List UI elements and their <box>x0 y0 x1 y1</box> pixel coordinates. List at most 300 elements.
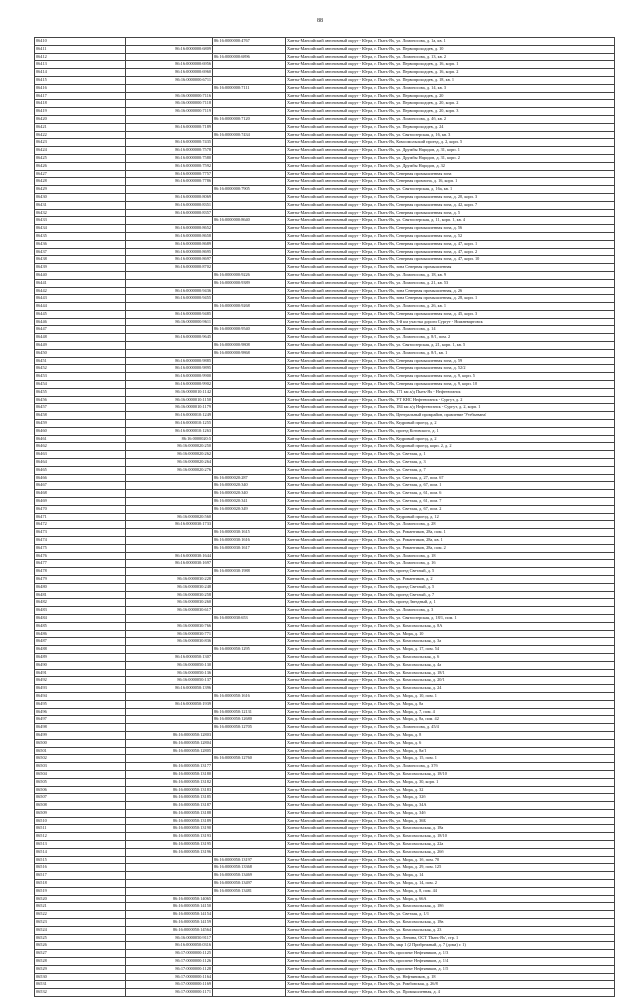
address-cell: Ханты-Мансийский автономный округ - Югра, г. Пыть-Ях, ул. Ломоносова, д. 14 <box>286 326 615 334</box>
row-number-cell: 06523 <box>35 919 126 927</box>
address-cell: Ханты-Мансийский автономный округ - Югра, г. Пыть-Ях, ул. Романтиков, 28а, кв. 1 <box>286 537 615 545</box>
room-cadastral-number-cell: 86:16:0000030:653 <box>213 614 286 622</box>
address-cell: Ханты-Мансийский автономный округ - Югра, г. Пыть-Ях, ул. Святоозерская, д. 21, корп. 1, кв. 5 <box>286 342 615 350</box>
address-cell: Ханты-Мансийский автономный округ - Югра, г. Пыть-Ях, проспект Нефтяников, д. 1/4 <box>286 958 615 966</box>
table-row <box>35 147 615 155</box>
row-number-cell: 06515 <box>35 856 126 864</box>
cadastral-number-cell <box>126 474 213 482</box>
room-cadastral-number-cell: 86:16:0000000:7120 <box>213 115 286 123</box>
cadastral-number-cell: 86:16:0000010:1150 <box>126 396 213 404</box>
cadastral-number-cell <box>126 303 213 311</box>
room-cadastral-number-cell <box>213 973 286 981</box>
row-number-cell: 06413 <box>35 61 126 69</box>
row-number-cell: 06423 <box>35 139 126 147</box>
table-row <box>35 310 615 318</box>
cadastral-number-cell: 86:16:0000050:13180 <box>126 770 213 778</box>
address-cell: Ханты-Мансийский автономный округ - Югра, г. Пыть-Ях, ул. Комсомольская, д. 4а <box>286 661 615 669</box>
row-number-cell: 06494 <box>35 692 126 700</box>
room-cadastral-number-cell: 86:16:0000000:9268 <box>213 303 286 311</box>
address-cell: Ханты-Мансийский автономный округ - Югра, г. Пыть-Ях, ул. Светлая, д. 67, пом. 2 <box>286 505 615 513</box>
cadastral-number-cell: 86:16:0000000:7118 <box>126 100 213 108</box>
room-cadastral-number-cell: 86:16:0000050:1616 <box>213 692 286 700</box>
table-row <box>35 108 615 116</box>
cadastral-number-cell <box>126 887 213 895</box>
table-row <box>35 100 615 108</box>
cadastral-number-cell: 86:16:0000000:9885 <box>126 357 213 365</box>
cadastral-number-cell <box>126 131 213 139</box>
table-row <box>35 669 615 677</box>
cadastral-number-cell: 86:16:0000000:9611 <box>126 318 213 326</box>
address-cell: Ханты-Мансийский автономный округ - Югра, г. Пыть-Ях, Северная промышленная зона, д. 9, корп. 5 <box>286 373 615 381</box>
room-cadastral-number-cell: 86:16:0000020:341 <box>213 498 286 506</box>
row-number-cell: 06532 <box>35 989 126 997</box>
row-number-cell: 06525 <box>35 934 126 942</box>
address-cell: Ханты-Мансийский автономный округ - Югра, г. Пыть-Ях, ул. Мира, д. 8, пом. 44 <box>286 887 615 895</box>
row-number-cell: 06479 <box>35 575 126 583</box>
cadastral-number-cell: 86:16:0000050:13188 <box>126 809 213 817</box>
row-number-cell: 06451 <box>35 357 126 365</box>
room-cadastral-number-cell <box>213 926 286 934</box>
room-cadastral-number-cell <box>213 958 286 966</box>
cadastral-number-cell: 86:16:0000000:9902 <box>126 381 213 389</box>
room-cadastral-number-cell <box>213 264 286 272</box>
room-cadastral-number-cell <box>213 69 286 77</box>
cadastral-number-cell: 86:16:0000020:560 <box>126 513 213 521</box>
address-cell: Ханты-Мансийский автономный округ - Югра, г. Пыть-Ях, зона Северная промышленная, д. 26 <box>286 287 615 295</box>
cadastral-number-cell: 86:16:0000030:248 <box>126 583 213 591</box>
cadastral-number-cell <box>126 53 213 61</box>
row-number-cell: 06440 <box>35 271 126 279</box>
cadastral-number-cell: 86:16:0000050:1396 <box>126 685 213 693</box>
table-row <box>35 887 615 895</box>
room-cadastral-number-cell <box>213 770 286 778</box>
row-number-cell: 06424 <box>35 147 126 155</box>
row-number-cell: 06493 <box>35 685 126 693</box>
room-cadastral-number-cell <box>213 435 286 443</box>
address-cell: Ханты-Мансийский автономный округ - Югра, г. Пыть-Ях, проезд Светлый, д. 5 <box>286 583 615 591</box>
row-number-cell: 06456 <box>35 396 126 404</box>
address-cell: Ханты-Мансийский автономный округ - Югра, г. Пыть-Ях, ул. Ломоносова, д. 26, кв. 1 <box>286 303 615 311</box>
table-row <box>35 45 615 53</box>
row-number-cell: 06476 <box>35 552 126 560</box>
row-number-cell: 06504 <box>35 770 126 778</box>
cadastral-number-cell: 86:16:0000030:258 <box>126 591 213 599</box>
cadastral-number-cell: 86:16:0000050:14150 <box>126 903 213 911</box>
table-row <box>35 201 615 209</box>
room-cadastral-number-cell <box>213 154 286 162</box>
address-cell: Ханты-Мансийский автономный округ - Югра, г. Пыть-Ях, ул. Комсомольская, д. 18б <box>286 903 615 911</box>
row-number-cell: 06455 <box>35 388 126 396</box>
cadastral-number-cell: 86:16:0000050:13193 <box>126 833 213 841</box>
room-cadastral-number-cell <box>213 365 286 373</box>
table-row <box>35 373 615 381</box>
row-number-cell: 06444 <box>35 303 126 311</box>
row-number-cell: 06461 <box>35 435 126 443</box>
row-number-cell: 06427 <box>35 170 126 178</box>
cadastral-number-cell: 86:16:0000000:6809 <box>126 45 213 53</box>
address-cell: Ханты-Мансийский автономный округ - Югра, г. Пыть-Ях, ул. Мира, д. 15, пом. 1 <box>286 755 615 763</box>
cadastral-number-cell <box>126 856 213 864</box>
cadastral-number-cell: 86:16:0000000:7592 <box>126 162 213 170</box>
cadastral-number-cell: 86:16:0000050:13182 <box>126 778 213 786</box>
cadastral-number-cell <box>126 880 213 888</box>
room-cadastral-number-cell <box>213 100 286 108</box>
cadastral-number-cell: 86:16:0000000:8695 <box>126 248 213 256</box>
room-cadastral-number-cell: 86:16:0000050:13469 <box>213 872 286 880</box>
table-row <box>35 240 615 248</box>
cadastral-number-cell: 86:16:0000000:8658 <box>126 232 213 240</box>
cadastral-number-cell <box>126 342 213 350</box>
cadastral-number-cell: 86:16:0000000:7786 <box>126 178 213 186</box>
address-cell: Ханты-Мансийский автономный округ - Югра, г. Пыть-Ях, ул. Святоозерская, д. 18/1, пом. 1 <box>286 614 615 622</box>
room-cadastral-number-cell <box>213 147 286 155</box>
room-cadastral-number-cell <box>213 396 286 404</box>
address-cell: Ханты-Мансийский автономный округ - Югра, г. Пыть-Ях, ул. Мира, д. 7, пом. 4 <box>286 708 615 716</box>
address-cell: Ханты-Мансийский автономный округ - Югра, г. Пыть-Ях, Северная промышленная зона <box>286 170 615 178</box>
row-number-cell: 06528 <box>35 958 126 966</box>
room-cadastral-number-cell <box>213 989 286 997</box>
table-row <box>35 607 615 615</box>
address-cell: Ханты-Мансийский автономный округ - Югра, г. Пыть-Ях, ул. Светлая, д. 3 <box>286 459 615 467</box>
room-cadastral-number-cell <box>213 123 286 131</box>
table-row <box>35 217 615 225</box>
table-row <box>35 911 615 919</box>
room-cadastral-number-cell <box>213 209 286 217</box>
address-cell: Ханты-Мансийский автономный округ - Югра, г. Пыть-Ях, ул. Комсомольская, д. 22а <box>286 841 615 849</box>
row-number-cell: 06482 <box>35 599 126 607</box>
table-row <box>35 92 615 100</box>
row-number-cell: 06513 <box>35 841 126 849</box>
row-number-cell: 06514 <box>35 848 126 856</box>
cadastral-number-cell: 86:16:0000050:13187 <box>126 802 213 810</box>
row-number-cell: 06484 <box>35 614 126 622</box>
row-number-cell: 06483 <box>35 607 126 615</box>
room-cadastral-number-cell: 86:16:0000000:7111 <box>213 84 286 92</box>
cadastral-number-cell: 86:16:0000000:7757 <box>126 170 213 178</box>
table-row <box>35 264 615 272</box>
room-cadastral-number-cell <box>213 466 286 474</box>
table-row <box>35 435 615 443</box>
room-cadastral-number-cell <box>213 178 286 186</box>
cadastral-number-cell: 86:16:0000020:262 <box>126 451 213 459</box>
row-number-cell: 06414 <box>35 69 126 77</box>
table-row <box>35 833 615 841</box>
address-cell: Ханты-Мансийский автономный округ - Югра, г. Пыть-Ях, ул. Комсомольская, д. 18/1 <box>286 669 615 677</box>
room-cadastral-number-cell <box>213 513 286 521</box>
row-number-cell: 06449 <box>35 342 126 350</box>
cadastral-number-cell: 86:16:0000000:9895 <box>126 365 213 373</box>
cadastral-number-cell: 86:16:0000010:1255 <box>126 420 213 428</box>
row-number-cell: 06419 <box>35 108 126 116</box>
address-cell: Ханты-Мансийский автономный округ - Югра, г. Пыть-Ях, ул. Мира, д. 29, пом. 125 <box>286 864 615 872</box>
table-row <box>35 61 615 69</box>
room-cadastral-number-cell <box>213 459 286 467</box>
address-cell: Ханты-Мансийский автономный округ - Югра, г. Пыть-Ях, ул. Светлая, д. 61, пом. 7 <box>286 498 615 506</box>
cadastral-number-cell <box>126 724 213 732</box>
table-row <box>35 692 615 700</box>
cadastral-number-cell: 86:16:0000030:1733 <box>126 521 213 529</box>
row-number-cell: 06428 <box>35 178 126 186</box>
row-number-cell: 06487 <box>35 638 126 646</box>
table-row <box>35 123 615 131</box>
address-cell: Ханты-Мансийский автономный округ - Югра, г. Пыть-Ях, ул. Светлая, д. 7 <box>286 466 615 474</box>
row-number-cell: 06454 <box>35 381 126 389</box>
cadastral-number-cell: 86:16:0000050:137 <box>126 677 213 685</box>
table-row <box>35 209 615 217</box>
table-row <box>35 856 615 864</box>
row-number-cell: 06439 <box>35 264 126 272</box>
table-row <box>35 591 615 599</box>
cadastral-number-cell: 86:16:0000000:8697 <box>126 256 213 264</box>
table-row <box>35 490 615 498</box>
table-row <box>35 498 615 506</box>
address-cell: Ханты-Мансийский автономный округ - Югра, г. Пыть-Ях, ул. Первопроходцев, д. 20, корп. 2 <box>286 100 615 108</box>
address-cell: Ханты-Мансийский автономный округ - Югра, г. Пыть-Ях, 171 км а/д Пыть-Ях - Нефтеюганск <box>286 388 615 396</box>
room-cadastral-number-cell <box>213 919 286 927</box>
cadastral-number-cell <box>126 498 213 506</box>
row-number-cell: 06452 <box>35 365 126 373</box>
cadastral-number-cell <box>126 217 213 225</box>
table-row <box>35 248 615 256</box>
table-row <box>35 178 615 186</box>
row-number-cell: 06472 <box>35 521 126 529</box>
cadastral-number-cell <box>126 115 213 123</box>
cadastral-number-cell: 86:16:0000050:13190 <box>126 825 213 833</box>
cadastral-number-cell: 86:16:0000000:9485 <box>126 310 213 318</box>
address-cell: Ханты-Мансийский автономный округ - Югра, г. Пыть-Ях, ул. Мира, д. 6 <box>286 739 615 747</box>
table-row <box>35 420 615 428</box>
table-row <box>35 560 615 568</box>
cadastral-number-cell: 86:16:0000000:7189 <box>126 123 213 131</box>
address-cell: Ханты-Мансийский автономный округ - Югра, г. Пыть-Ях, Кедровый проезд, д. 12 <box>286 513 615 521</box>
table-row <box>35 326 615 334</box>
table-row <box>35 934 615 942</box>
address-cell: Ханты-Мансийский автономный округ - Югра, г. Пыть-Ях, ул. Светлая, д. 27, пом. 67 <box>286 474 615 482</box>
cadastral-number-cell: 86:16:0000050:12803 <box>126 731 213 739</box>
row-number-cell: 06429 <box>35 186 126 194</box>
address-cell: Ханты-Мансийский автономный округ - Югра, г. Пыть-Ях, Северная промзона, д. 16, корп. 1 <box>286 178 615 186</box>
address-cell: Ханты-Мансийский автономный округ - Югра, г. Пыть-Ях, Северная промышленная зона, д. 47, корп. 1 <box>286 240 615 248</box>
address-cell: Ханты-Мансийский автономный округ - Югра, г. Пыть-Ях, Кедровый проезд, д. 2 <box>286 435 615 443</box>
cadastral-number-cell: 86:16:0000000:8357 <box>126 209 213 217</box>
table-row <box>35 427 615 435</box>
row-number-cell: 06477 <box>35 560 126 568</box>
cadastral-number-cell: 86:16:0000050:136 <box>126 669 213 677</box>
cadastral-number-cell: 86:16:0000050:14564 <box>126 926 213 934</box>
address-cell: Ханты-Мансийский автономный округ - Югра, г. Пыть-Ях, Северная промышленная зона, д. 59 <box>286 357 615 365</box>
room-cadastral-number-cell <box>213 981 286 989</box>
row-number-cell: 06433 <box>35 217 126 225</box>
cadastral-number-cell: 86:17:0000000:1126 <box>126 958 213 966</box>
address-cell: Ханты-Мансийский автономный округ - Югра, г. Пыть-Ях, ул. Ломоносова, д. 13, кв. 2 <box>286 53 615 61</box>
row-number-cell: 06490 <box>35 661 126 669</box>
table-row <box>35 872 615 880</box>
address-cell: Ханты-Мансийский автономный округ - Югра, г. Пыть-Ях, ул. Мира, д. 34б <box>286 809 615 817</box>
address-cell: Ханты-Мансийский автономный округ - Югра, г. Пыть-Ях, ул. Первопроходцев, д. 10 <box>286 45 615 53</box>
cadastral-number-cell <box>126 568 213 576</box>
cadastral-number-cell: 86:16:0000030:260 <box>126 599 213 607</box>
room-cadastral-number-cell <box>213 575 286 583</box>
row-number-cell: 06522 <box>35 911 126 919</box>
table-row <box>35 365 615 373</box>
cadastral-number-cell: 86:16:0000050:130 <box>126 661 213 669</box>
table-row <box>35 685 615 693</box>
address-cell: Ханты-Мансийский автономный округ - Югра, г. Пыть-Ях, ул. Ломоносова, д. 37б <box>286 763 615 771</box>
row-number-cell: 06524 <box>35 926 126 934</box>
address-cell: Ханты-Мансийский автономный округ - Югра, г. Пыть-Ях, ул. Ломоносова, д. 4б, кв. 2 <box>286 115 615 123</box>
table-row <box>35 381 615 389</box>
table-row <box>35 895 615 903</box>
room-cadastral-number-cell <box>213 412 286 420</box>
row-number-cell: 06450 <box>35 349 126 357</box>
cadastral-number-cell: 86:16:0000000:9645 <box>126 334 213 342</box>
cadastral-number-cell <box>126 349 213 357</box>
room-cadastral-number-cell <box>213 700 286 708</box>
address-cell: Ханты-Мансийский автономный округ - Югра, г. Пыть-Ях, ул. Первопроходцев, д. 18, кв. 1 <box>286 76 615 84</box>
address-cell: Ханты-Мансийский автономный округ - Югра, г. Пыть-Ях, ул. Первопроходцев, д. 16, корп. 2 <box>286 69 615 77</box>
cadastral-number-cell: 86:16:0000050:14065 <box>126 895 213 903</box>
address-cell: Ханты-Мансийский автономный округ - Югра, г. Пыть-Ях, ул. Ломоносова, д. 8/1, кв. 1 <box>286 349 615 357</box>
table-row <box>35 256 615 264</box>
table-row <box>35 76 615 84</box>
table-row <box>35 622 615 630</box>
room-cadastral-number-cell <box>213 778 286 786</box>
room-cadastral-number-cell <box>213 287 286 295</box>
table-row <box>35 225 615 233</box>
row-number-cell: 06435 <box>35 232 126 240</box>
cadastral-number-cell <box>126 279 213 287</box>
room-cadastral-number-cell <box>213 334 286 342</box>
room-cadastral-number-cell <box>213 388 286 396</box>
row-number-cell: 06498 <box>35 724 126 732</box>
cadastral-number-cell: 86:16:0000030:771 <box>126 630 213 638</box>
room-cadastral-number-cell: 86:16:0000050:12760 <box>213 755 286 763</box>
cadastral-number-cell: 86:16:0000000:8702 <box>126 264 213 272</box>
table-row <box>35 412 615 420</box>
cadastral-number-cell: 86:16:0000050:1939 <box>126 700 213 708</box>
room-cadastral-number-cell: 86:16:0000030:1617 <box>213 544 286 552</box>
row-number-cell: 06501 <box>35 747 126 755</box>
table-row <box>35 630 615 638</box>
address-cell: Ханты-Мансийский автономный округ - Югра, г. Пыть-Ях, проезд Звездный, д. 1 <box>286 599 615 607</box>
address-cell: Ханты-Мансийский автономный округ - Югра, г. Пыть-Ях, ул. Комсомольская, д. 26б <box>286 848 615 856</box>
row-number-cell: 06468 <box>35 490 126 498</box>
address-cell: Ханты-Мансийский автономный округ - Югра, г. Пыть-Ях, ул. Ломоносова, д. 18, кв. 9 <box>286 271 615 279</box>
room-cadastral-number-cell <box>213 373 286 381</box>
table-row <box>35 661 615 669</box>
room-cadastral-number-cell <box>213 809 286 817</box>
row-number-cell: 06529 <box>35 965 126 973</box>
room-cadastral-number-cell <box>213 895 286 903</box>
address-cell: Ханты-Мансийский автономный округ - Югра, г. Пыть-Ях, ул. Мира, д. 36Б <box>286 817 615 825</box>
address-cell: Ханты-Мансийский автономный округ - Югра, г. Пыть-Ях, Северная промышленная зона, д. 20, корп. 3 <box>286 193 615 201</box>
room-cadastral-number-cell <box>213 591 286 599</box>
table-row <box>35 973 615 981</box>
room-cadastral-number-cell <box>213 763 286 771</box>
address-cell: Ханты-Мансийский автономный округ - Югра, г. Пыть-Ях, УТ КНС Нефтеюганск - Сургут, д. 2 <box>286 396 615 404</box>
address-cell: Ханты-Мансийский автономный округ - Югра, г. Пыть-Ях, зона Северная промышленная <box>286 264 615 272</box>
address-cell: Ханты-Мансийский автономный округ - Югра, г. Пыть-Ях, ул. Мира, д. 14 <box>286 872 615 880</box>
table-row <box>35 568 615 576</box>
address-cell: Ханты-Мансийский автономный округ - Югра, г. Пыть-Ях, ул. Мира, д. 8 <box>286 731 615 739</box>
cadastral-number-cell: 86:16:0000030:1697 <box>126 560 213 568</box>
room-cadastral-number-cell <box>213 108 286 116</box>
room-cadastral-number-cell: 86:16:0000050:13481 <box>213 887 286 895</box>
row-number-cell: 06473 <box>35 529 126 537</box>
row-number-cell: 06448 <box>35 334 126 342</box>
room-cadastral-number-cell <box>213 427 286 435</box>
cadastral-number-cell <box>126 537 213 545</box>
room-cadastral-number-cell <box>213 731 286 739</box>
address-cell: Ханты-Мансийский автономный округ - Югра, г. Пыть-Ях, ул. Ломоносова, д. 28 <box>286 521 615 529</box>
room-cadastral-number-cell: 86:16:0000000:9226 <box>213 271 286 279</box>
row-number-cell: 06502 <box>35 755 126 763</box>
table-row <box>35 521 615 529</box>
address-cell: Ханты-Мансийский автономный округ - Югра, г. Пыть-Ях, Северная промышленная зона, д. 5 <box>286 209 615 217</box>
address-cell: Ханты-Мансийский автономный округ - Югра, г. Пыть-Ях, ул. Мира, д. 34А <box>286 802 615 810</box>
table-row <box>35 778 615 786</box>
address-cell: Ханты-Мансийский автономный округ - Югра, г. Пыть-Ях, ул. Светлая, д. 1/1 <box>286 911 615 919</box>
row-number-cell: 06431 <box>35 201 126 209</box>
room-cadastral-number-cell <box>213 903 286 911</box>
room-cadastral-number-cell <box>213 965 286 973</box>
table-row <box>35 38 615 46</box>
room-cadastral-number-cell <box>213 92 286 100</box>
table-row <box>35 69 615 77</box>
cadastral-number-cell: 86:16:0000000:6711 <box>126 76 213 84</box>
address-cell: Ханты-Мансийский автономный округ - Югра, г. Пыть-Ях, ул. Мира, д. 8а, пом. 42 <box>286 716 615 724</box>
cadastral-number-cell: 86:16:0000010:1263 <box>126 427 213 435</box>
table-row <box>35 755 615 763</box>
room-cadastral-number-cell: 86:16:0000000:7434 <box>213 131 286 139</box>
cadastral-number-cell: 86:16:0000000:8652 <box>126 225 213 233</box>
row-number-cell: 06506 <box>35 786 126 794</box>
room-cadastral-number-cell: 86:16:0000000:9868 <box>213 349 286 357</box>
address-cell: Ханты-Мансийский автономный округ - Югра, г. Пыть-Ях, проезд Котовского, д. 1 <box>286 427 615 435</box>
row-number-cell: 06415 <box>35 76 126 84</box>
room-cadastral-number-cell <box>213 318 286 326</box>
table-row <box>35 809 615 817</box>
room-cadastral-number-cell: 86:16:0000030:1616 <box>213 537 286 545</box>
address-cell: Ханты-Мансийский автономный округ - Югра, г. Пыть-Ях, ул. Мира, д. 8а <box>286 700 615 708</box>
cadastral-number-cell: 86:16:0000050:13177 <box>126 763 213 771</box>
cadastral-number-cell: 86:16:0000000:7435 <box>126 139 213 147</box>
row-number-cell: 06453 <box>35 373 126 381</box>
room-cadastral-number-cell: 86:16:0000050:13368 <box>213 864 286 872</box>
row-number-cell: 06510 <box>35 817 126 825</box>
room-cadastral-number-cell <box>213 256 286 264</box>
room-cadastral-number-cell <box>213 225 286 233</box>
room-cadastral-number-cell <box>213 685 286 693</box>
table-row <box>35 677 615 685</box>
address-cell: Ханты-Мансийский автономный округ - Югра, г. Пыть-Ях, ул. Мира, д. 10 <box>286 630 615 638</box>
room-cadastral-number-cell <box>213 232 286 240</box>
table-row <box>35 747 615 755</box>
row-number-cell: 06497 <box>35 716 126 724</box>
row-number-cell: 06411 <box>35 45 126 53</box>
row-number-cell: 06470 <box>35 505 126 513</box>
row-number-cell: 06457 <box>35 404 126 412</box>
row-number-cell: 06485 <box>35 622 126 630</box>
row-number-cell: 06488 <box>35 646 126 654</box>
table-row <box>35 295 615 303</box>
cadastral-number-cell: 86:16:0000020:264 <box>126 459 213 467</box>
table-row <box>35 583 615 591</box>
page-number: 88 <box>317 18 323 24</box>
row-number-cell: 06527 <box>35 950 126 958</box>
address-cell: Ханты-Мансийский автономный округ - Югра, г. Пыть-Ях, ул. Святоозерская, д. 16а, кв. 1 <box>286 186 615 194</box>
row-number-cell: 06425 <box>35 154 126 162</box>
